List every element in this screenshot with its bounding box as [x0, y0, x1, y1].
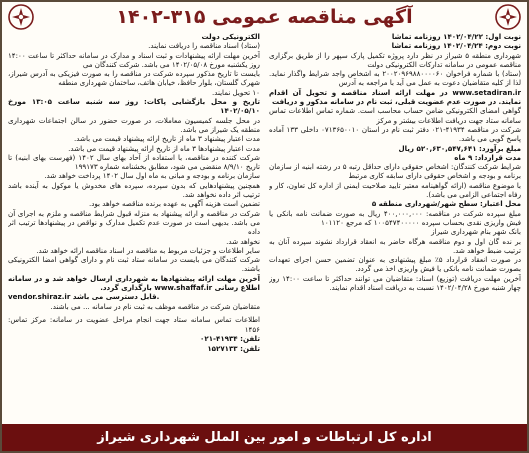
publication-first: نوبت اول: ۱۴۰۲/۰۴/۲۲ روزنامه تماشا — [391, 32, 521, 41]
left-column — [8, 32, 260, 424]
document-deadline: آخرین مهلت دریافت (توزیع) اسناد: متقاضیان می توانند حداکثر تا ساعت ۱۴:۰۰ روز چهار شنبه مورخ ۱۴۰۲/۰۴/۲۸ نسبت به دریافت اسناد اقدام نمایند. — [269, 273, 521, 293]
proposal-deadline: آخرین مهلت ارائه پیشنهادات و ثبت اسناد و مدارک در سامانه حداکثر تا ساعت ۱۴:۰۰ روز یکشنبه مورخ ۱۴۰۲/۰۵/۰۸ می باشد. شرکت کنندگان می — [8, 50, 260, 69]
contact-phone-1: تلفن: ۴۱۹۳۴-۰۲۱ — [200, 334, 260, 344]
shaffaf-website[interactable]: آخرین مهلت ارائه پیشنهادها به شهرداری ارسال خواهد شد و در سامانه اطلاع رسانی www.shaffaf.ir بارگذاری گردد. — [8, 273, 260, 293]
setad-name: الکترونیکی دولت — [201, 32, 260, 41]
funding-source: محل اعتبار: سطح شهر/شهرداری منطقه ۵ — [371, 199, 521, 209]
invalid-bids-note: همچنین پیشنهادهایی که بدون سپرده، سپرده های مخدوش یا موکول به آینده باشد ترتیب اثر داده نخواهد شد. — [8, 180, 260, 200]
contact-phone-2: تلفن: ۱۵۲۷۱۳۳ — [207, 343, 260, 353]
price-index-note-cont: سازمان برنامه و بودجه و مبانی به ماه اول سال ۱۴۰۲ پرداخت خواهد شد. — [44, 171, 260, 181]
issuer-name: اداره کل ارتباطات و امور بین الملل شهرداری شیراز — [97, 430, 432, 445]
vendor-website[interactable]: vendor.shiraz.ir قابل دسترسی می باشد. — [8, 292, 160, 302]
deposit-bank: بانک شهر بنام شهرداری شیراز — [431, 227, 521, 237]
contact-block — [8, 315, 260, 353]
estimated-amount: مبلغ برآورد: ۵۲۰,۶۳۰,۵۴۷,۶۴۱ ریال — [398, 143, 521, 153]
setad-contact: شرکت در مناقصه ۴۱۹۳۴-۰۲۱ دفتر ثبت نام در استان ۰۷۱۳۶۵۰۰۱۰ داخلی ۱۳۳ آماده پاسخ گویی می باشد. — [269, 124, 521, 144]
contract-duration: مدت قرارداد: ۹ ماه — [454, 152, 521, 162]
notice-header — [2, 2, 527, 32]
setad-website[interactable]: www.setadiran.ir در مهلت ارائه اسناد مناقصه و تحویل آن اقدام نمایند. در صورت عدم عضویت قبلی، ثبت نام در سامانه مذکور و دریافت — [269, 87, 521, 107]
deposit-delivery-cont: ۱۰ تحویل نمایند. — [211, 87, 260, 97]
winners-note: بر نده گان اول و دوم مناقصه هرگاه حاضر به انعقاد قرارداد نشوند سپرده آنان به ترتیب ضبط خواهد شد. — [269, 236, 521, 255]
tender-registration: (ستاد) با شماره فراخوان ۲۰۰۲۰۹۶۹۸۸۰۰۰۰۶۰ به اشخاص واجد شرایط واگذار نماید. لذا از کلیه متقاضیان دعوت به عمل می آید با مراجعه به آدرس — [269, 69, 521, 88]
right-column — [269, 32, 521, 424]
participant-conditions-cont: با موضوع مناقصه (ارائه گواهینامه معتبر تایید صلاحیت ایمنی از اداره کل تعاون، کار و رفاه اجتماعی الزامی می باشد). — [269, 180, 521, 200]
shiraz-municipality-logo-icon — [7, 3, 35, 31]
publication-second: نوبت دوم: ۱۴۰۲/۰۴/۲۴ روزنامه تماشا — [391, 41, 521, 51]
deposit-amount: مبلغ سپرده شرکت در مناقصه: ۴۰۰,۰۰۰,۰۰۰ ریال به صورت ضمانت نامه بانکی یا فیش واریزی نقدی بحساب سپرده ۱۰۰۵۴۷۴۰۰۰۰۰ که مرجع ۱۰۱۱۲۰ — [269, 208, 521, 227]
vendor-registration: متقاضیان شرکت در مناقصه موظف به ثبت نام در سامانه ... می باشند. — [50, 301, 260, 311]
notice-body — [8, 32, 521, 424]
validity-period-repeat: مدت اعتبار پیشنهادها ۳ ماه از تاریخ ارائه پیشنهاد قیمت می باشد. — [68, 143, 260, 153]
signature-info: گواهی امضای الکترونیکی ضامن حساب محاسب است. شماره تماس اطلاعات تماس سامانه ستاد جهت دریافت اطلاعات بیشتر و مرکز — [269, 106, 521, 125]
validity-period: مدت اعتبار پیشنهاد ۳ ماه از تاریخ ارائه پیشنهاد قیمت می باشد. — [74, 134, 260, 144]
setad-docs: (ستاد) اسناد مناقصه را دریافت نمایند. — [148, 41, 260, 51]
price-index-note: شرکت کننده در مناقصه، با استفاده از آحاد بهای سال ۱۴۰۲ (فهرست بهای ابنیه) تا تاریخ ۸/۹/۱۰ منقضی می شود، مطابق بخشنامه شماره ۱۹۹۱۷۳ — [8, 152, 260, 172]
opening-date: تاریخ و محل بازگشایی پاکات: روز سه شنبه ساعت ۱۳:۰۵ مورخ ۱۴۰۲/۰۵/۱۰ — [8, 97, 260, 116]
ad-cost-note: تضمین است هزینه آگهی به عهده برنده مناقصه خواهد بود. — [88, 199, 260, 209]
tender-intro: شهرداری منطقه ۵ شیراز در نظر دارد پروژه تکمیل پارک سپهر را از طریق برگزاری مناقصه عمومی در سامانه تدارکات الکترونیکی دولت — [269, 50, 521, 69]
participant-conditions: شرایط شرکت کنندگان: اشخاص حقوقی دارای حداقل رتبه ۵ در رشته ابنیه از سازمان برنامه و بودجه و اشخاص حقوقی دارای سابقه کاری مرتبط — [269, 162, 521, 181]
contact-info: اطلاعات تماس سامانه ستاد جهت انجام مراحل عضویت در سامانه: مرکز تماس: ۱۴۵۶ — [8, 314, 260, 334]
other-info-note: سایر اطلاعات و جزئیات مربوط به مناقصه در اسناد مناقصه ارائه خواهد شد. — [36, 245, 260, 255]
registration-requirement: شرکت کنندگان می بایست در سامانه ستاد ثبت نام و دارای گواهی امضا الکترونیکی باشند. — [8, 255, 260, 274]
performance-guarantee: در صورت انعقاد قرارداد ۵٪ مبلغ پیشنهادی به عنوان تضمین حسن اجرای تعهدات بصورت ضمانت نامه بانکی یا فیش واریزی اخذ می گردد. — [269, 255, 521, 274]
acceptance-note: شرکت در مناقصه و ارائه پیشنهاد به منزله قبول شرایط مناقصه و ملزم به اجرای آن می باشد. بدیهی است در صورت عدم تکمیل مدارک و نواقص در پیشنهادها ترتیب اثر داده — [8, 208, 260, 237]
shiraz-municipality-logo-icon — [494, 3, 522, 31]
deposit-delivery: بایست تا تاریخ مذکور سپرده شرکت در مناقصه را به صورت فیزیکی به آدرس شیراز، شهرک گلستان، بلوار حافظ، خیابان هاتف، ساختمان شهرداری منطقه — [8, 69, 260, 88]
notice-title: آگهی مناقصه عمومی ۳۱۵-۱۴۰۲ — [116, 6, 413, 28]
issuer-footer — [2, 424, 527, 451]
acceptance-note-cont: نخواهد شد. — [226, 236, 260, 246]
opening-location: در محل جلسه کمیسیون معاملات، در صورت حضور در سالن اجتماعات شهرداری منطقه یک شیراز می باشد. — [8, 115, 260, 134]
